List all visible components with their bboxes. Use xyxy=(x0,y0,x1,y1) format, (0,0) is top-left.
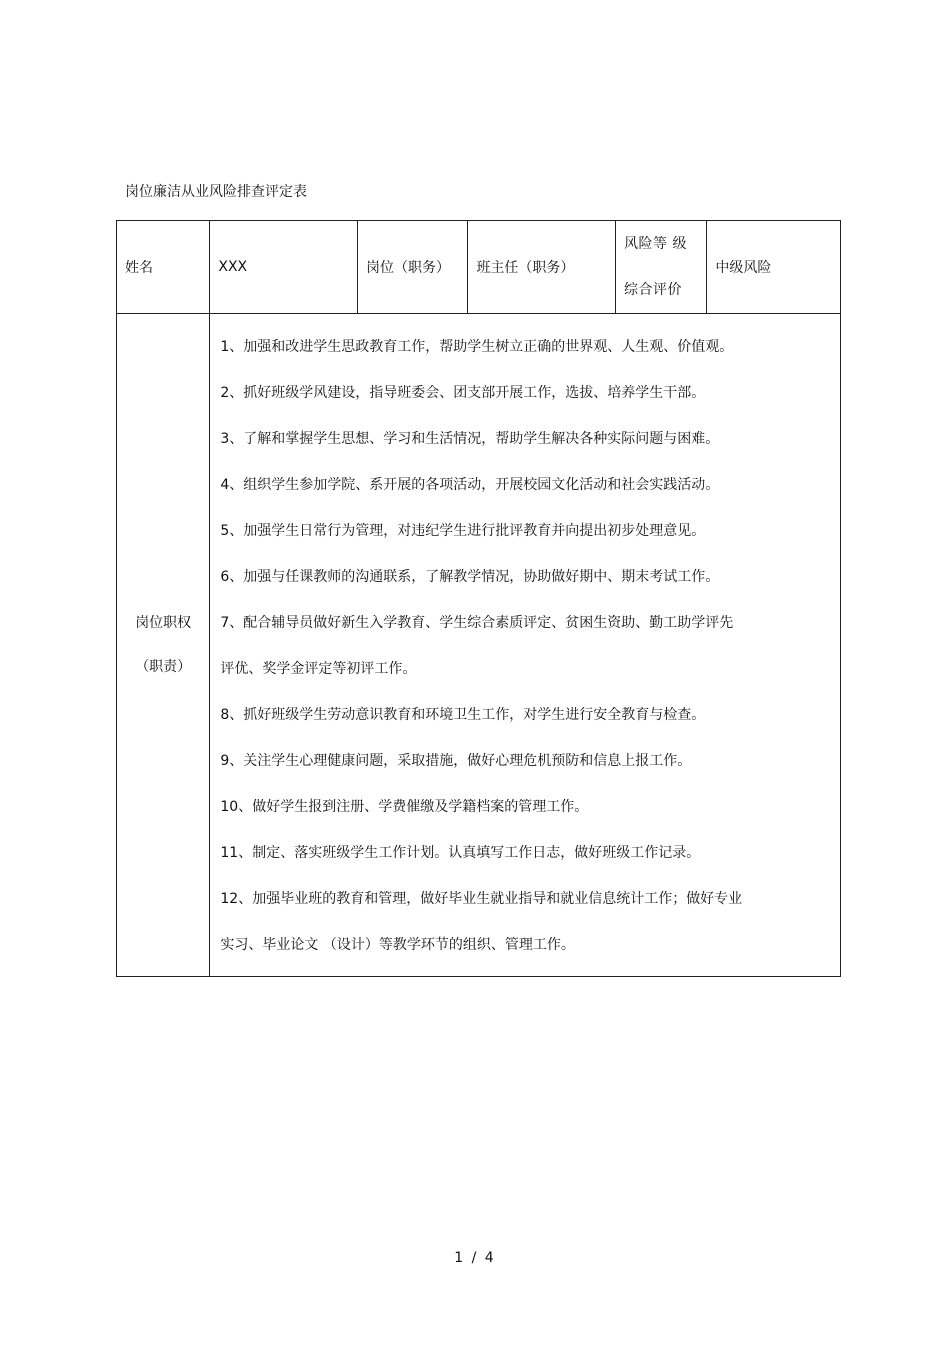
duty-line: 12、加强毕业班的教育和管理，做好毕业生就业指导和就业信息统计工作；做好专业 xyxy=(220,891,743,907)
duty-line: 7、配合辅导员做好新生入学教育、学生综合素质评定、贫困生资助、勤工助学评先 xyxy=(220,615,734,631)
risk-value-cell xyxy=(707,221,841,314)
name-value-cell xyxy=(210,221,358,314)
name-label-cell xyxy=(117,221,210,314)
risk-label-line1: 风险等 级 xyxy=(624,236,687,252)
duty-line: 实习、毕业论文 （设计）等教学环节的组织、管理工作。 xyxy=(220,937,575,953)
name-label: 姓名 xyxy=(125,260,153,276)
duty-line: 2、抓好班级学风建设，指导班委会、团支部开展工作，选拔、培养学生干部。 xyxy=(220,385,706,401)
duty-line: 5、加强学生日常行为管理，对违纪学生进行批评教育并向提出初步处理意见。 xyxy=(220,523,706,539)
post-label: 岗位（职务） xyxy=(365,260,450,276)
duties-content-cell xyxy=(210,314,841,977)
post-value-cell xyxy=(468,221,616,314)
duties-label-cell xyxy=(117,314,210,977)
duty-line: 6、加强与任课教师的沟通联系，了解教学情况，协助做好期中、期末考试工作。 xyxy=(220,569,720,585)
risk-value: 中级风险 xyxy=(715,260,772,276)
post-value: 班主任（职务） xyxy=(476,260,575,276)
page-number: 1 / 4 xyxy=(454,1250,496,1266)
document-title: 岗位廉洁从业风险排查评定表 xyxy=(125,184,307,200)
duties-label-line1: 岗位职权 xyxy=(135,615,192,631)
duty-line: 9、关注学生心理健康问题，采取措施，做好心理危机预防和信息上报工作。 xyxy=(220,753,692,769)
duties-row xyxy=(117,314,841,977)
table-header-row xyxy=(117,221,841,314)
duty-line: 10、做好学生报到注册、学费催缴及学籍档案的管理工作。 xyxy=(220,799,589,815)
risk-label-cell xyxy=(616,221,707,314)
duty-line: 11、制定、落实班级学生工作计划。认真填写工作日志，做好班级工作记录。 xyxy=(220,845,701,861)
duty-line: 评优、奖学金评定等初评工作。 xyxy=(220,661,417,677)
risk-label-line2: 综合评价 xyxy=(624,282,683,298)
duty-line: 8、抓好班级学生劳动意识教育和环境卫生工作，对学生进行安全教育与检查。 xyxy=(220,707,706,723)
duty-line: 3、了解和掌握学生思想、学习和生活情况，帮助学生解决各种实际问题与困难。 xyxy=(220,431,720,447)
post-label-cell xyxy=(357,221,467,314)
duties-label-line2: （职责） xyxy=(135,659,192,675)
name-value: XXX xyxy=(218,259,248,275)
duty-line: 4、组织学生参加学院、系开展的各项活动，开展校园文化活动和社会实践活动。 xyxy=(220,477,720,493)
duty-line: 1、加强和改进学生思政教育工作，帮助学生树立正确的世界观、人生观、价值观。 xyxy=(220,339,734,355)
risk-assessment-table xyxy=(116,220,841,977)
